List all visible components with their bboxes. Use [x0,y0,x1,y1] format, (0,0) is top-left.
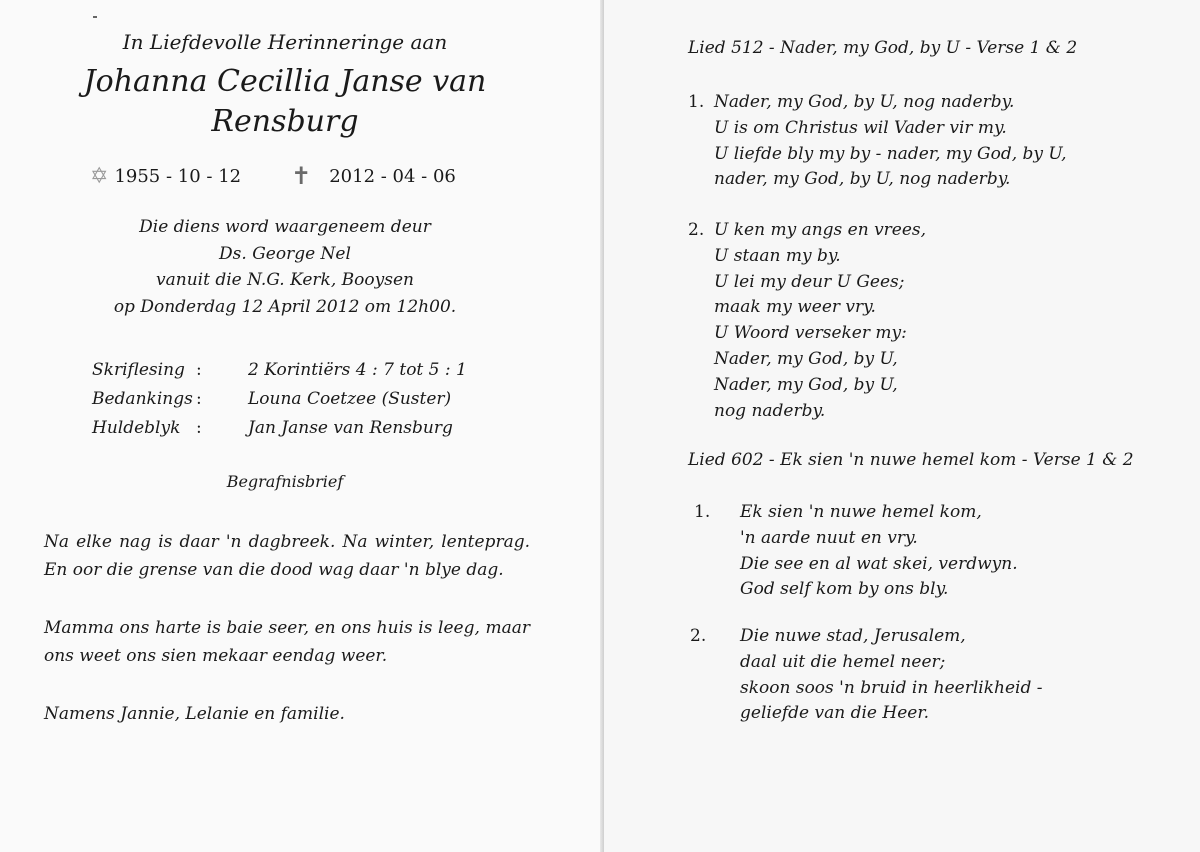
verse-line: nog naderby. [714,400,826,421]
hymn1-verse-2 [688,218,926,424]
life-dates [90,162,456,190]
verse-line: 'n aarde nuut en vry. [740,527,918,548]
name-line-1: Johanna Cecillia Janse van [83,64,487,99]
verse-line: geliefde van die Heer. [740,703,930,724]
service-line: Ds. George Nel [219,243,351,264]
verse-line: U is om Christus wil Vader vir my. [714,117,1007,138]
programme-roles [92,356,467,443]
verse-line: Nader, my God, by U, [714,348,898,369]
deceased-name [40,62,530,142]
cross-icon: ✝ [291,162,312,190]
corner-mark [93,16,97,18]
letter-title: Begrafnisbrief [226,472,344,491]
service-line: Die diens word waargeneem deur [139,217,431,237]
letter-body [44,528,530,758]
verse-line: God self kom by ons bly. [740,579,949,600]
role-value: Louna Coetzee (Suster) [248,389,452,409]
verse-line: Nader, my God, by U, nog naderby. [714,92,1015,112]
verse-number: 2. [688,220,705,240]
hymn2-verse-2 [690,624,1043,727]
letter-paragraph: Namens Jannie, Lelanie en familie. [44,704,345,724]
verse-line: Ek sien 'n nuwe hemel kom, [740,502,982,522]
role-label: Skriflesing [92,360,185,380]
service-line: op Donderdag 12 April 2012 om 12h00. [113,296,457,317]
letter-paragraph: Mamma ons harte is baie seer, en ons huis is leeg, maar ons weet ons sien mekaar eendag weer. [44,618,530,666]
verse-line: U Woord verseker my: [714,323,907,344]
hymn1-verse-1 [688,90,1067,193]
role-colon: : [196,360,202,380]
role-value: 2 Korintiërs 4 : 7 tot 5 : 1 [248,360,467,380]
service-details [0,214,570,320]
verse-number: 2. [690,626,707,646]
death-date: 2012 - 04 - 06 [329,165,456,187]
verse-line: U ken my angs en vrees, [714,220,927,240]
verse-line: skoon soos 'n bruid in heerlikheid - [740,677,1043,698]
verse-number: 1. [688,92,705,112]
intro-text: In Liefdevolle Herinneringe aan [122,30,448,54]
role-colon: : [196,418,202,438]
hymn-title-2: Lied 602 - Ek sien 'n nuwe hemel kom - Verse 1 & 2 [688,450,1134,470]
verse-line: daal uit die hemel neer; [740,651,946,672]
role-label: Huldeblyk [92,418,181,438]
hymn-title-1: Lied 512 - Nader, my God, by U - Verse 1 & 2 [688,38,1078,58]
role-value: Jan Janse van Rensburg [248,418,453,438]
verse-line: Die nuwe stad, Jerusalem, [740,626,966,646]
birth-date: 1955 - 10 - 12 [114,165,242,187]
verse-number: 1. [694,502,711,522]
role-row [92,385,467,414]
letter-paragraph: Na elke nag is daar 'n dagbreek. Na winter, lenteprag. En oor die grense van die dood wag daar 'n blye dag. [44,532,530,580]
verse-line: nader, my God, by U, nog naderby. [714,169,1011,190]
hymn2-verse-1 [694,500,1018,603]
role-label: Bedankings [92,389,193,409]
star-icon: ✡ [90,163,109,189]
role-row [92,356,467,385]
verse-line: U staan my by. [714,245,841,266]
role-row [92,414,467,443]
name-line-2: Rensburg [211,104,359,139]
verse-line: Nader, my God, by U, [714,374,898,395]
verse-line: Die see en al wat skei, verdwyn. [740,553,1018,574]
verse-line: maak my weer vry. [714,297,876,318]
role-colon: : [196,389,202,409]
service-line: vanuit die N.G. Kerk, Booysen [156,270,414,290]
verse-line: U liefde bly my by - nader, my God, by U, [714,143,1067,164]
right-page [604,0,1200,852]
verse-line: U lei my deur U Gees; [714,271,905,292]
